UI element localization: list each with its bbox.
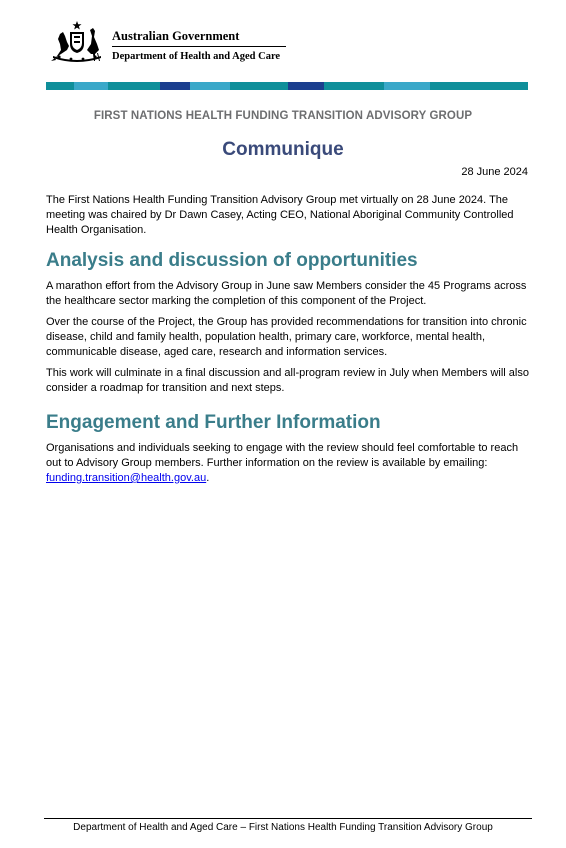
email-link[interactable]: funding.transition@health.gov.au (46, 472, 207, 484)
footer-divider (44, 818, 532, 819)
footer-text: Department of Health and Aged Care – First Nations Health Funding Transition Advisory Group (73, 822, 493, 833)
colour-band-segment (324, 82, 384, 90)
section-paragraph: This work will culminate in a final discussion and all-program review in July when Members will also consider a roadmap for transition and next steps. (46, 367, 529, 394)
section-paragraph (46, 441, 532, 486)
intro-paragraph: The First Nations Health Funding Transition Advisory Group met virtually on 28 June 2024. The meeting was chaired by Dr Dawn Casey, Acting CEO, National Aboriginal Community Controlled Health Organisation. (46, 194, 514, 236)
government-name: Australian Government (112, 29, 240, 43)
document-date: 28 June 2024 (461, 166, 528, 178)
colour-band-segment (288, 82, 324, 90)
government-branding (112, 28, 286, 63)
page-title: Communique (222, 139, 344, 160)
section-analysis (46, 250, 532, 396)
colour-band-segment (74, 82, 108, 90)
colour-band-segment (190, 82, 230, 90)
colour-band (46, 82, 528, 90)
section-paragraph: Over the course of the Project, the Group has provided recommendations for transition into chronic disease, child and family health, population health, primary care, workforce, mental health, communicable disease, aged care, research and information services. (46, 316, 527, 358)
coat-of-arms-icon (47, 20, 107, 62)
colour-band-segment (46, 82, 74, 90)
colour-band-segment (230, 82, 288, 90)
section-heading: Analysis and discussion of opportunities (46, 250, 418, 271)
colour-band-segment (430, 82, 528, 90)
engagement-text: Organisations and individuals seeking to engage with the review should feel comfortable to reach out to Advisory Group members. Further information on the review is available by emailing: (46, 442, 519, 469)
colour-band-segment (108, 82, 160, 90)
paragraph-end: . (206, 472, 210, 484)
department-name: Department of Health and Aged Care (112, 51, 281, 62)
organisation-title: FIRST NATIONS HEALTH FUNDING TRANSITION ADVISORY GROUP (93, 110, 473, 122)
colour-band-segment (384, 82, 430, 90)
intro-block (46, 193, 532, 238)
branding-divider (112, 46, 286, 47)
section-engagement (46, 412, 532, 486)
colour-band-segment (160, 82, 190, 90)
section-paragraph: A marathon effort from the Advisory Group in June saw Members consider the 45 Programs across the healthcare sector marking the completion of this component of the Project. (46, 280, 527, 307)
section-heading: Engagement and Further Information (46, 412, 381, 433)
